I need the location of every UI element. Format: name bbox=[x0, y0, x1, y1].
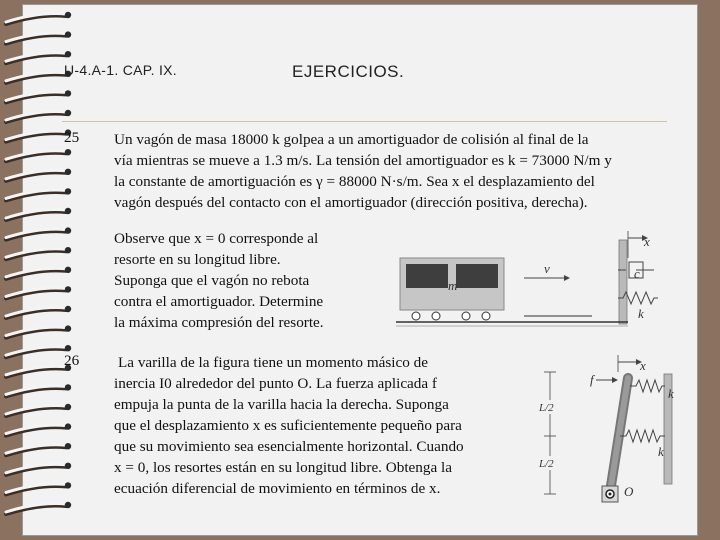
problem-25-note-1: Observe que x = 0 corresponde al bbox=[114, 230, 319, 247]
punch-hole bbox=[65, 227, 71, 233]
punch-hole bbox=[65, 12, 71, 18]
bottom-spring bbox=[620, 430, 665, 442]
punch-hole bbox=[65, 169, 71, 175]
label-m: m bbox=[448, 278, 458, 293]
problem-number-26: 26 bbox=[64, 352, 80, 369]
problem-25-note-5: la máxima compresión del resorte. bbox=[114, 314, 324, 331]
punch-hole bbox=[65, 306, 71, 312]
label-x: x bbox=[644, 234, 650, 249]
problem-25-note-3: Suponga que el vagón no rebota bbox=[114, 272, 310, 289]
rod-figure bbox=[532, 350, 678, 510]
punch-hole bbox=[65, 51, 71, 57]
top-spring bbox=[630, 380, 665, 392]
problem-26-line-7: ecuación diferencial de movimiento en términos de x. bbox=[114, 480, 441, 497]
railcar-figure bbox=[392, 228, 664, 336]
punch-hole bbox=[65, 384, 71, 390]
punch-hole bbox=[65, 404, 71, 410]
punch-hole bbox=[65, 208, 71, 214]
punch-hole bbox=[65, 247, 71, 253]
label-k-bottom: k bbox=[658, 444, 664, 459]
punch-hole bbox=[65, 502, 71, 508]
page-title: EJERCICIOS. bbox=[292, 62, 405, 81]
punch-hole bbox=[65, 267, 71, 273]
label-k: k bbox=[638, 306, 644, 321]
punch-hole bbox=[65, 345, 71, 351]
label-L2-top: L/2 bbox=[539, 402, 554, 414]
problem-26-line-5: que su movimiento sea esencialmente horizontal. Cuando bbox=[114, 438, 464, 455]
bumper-wall bbox=[619, 240, 627, 324]
problem-26-line-4: que el desplazamiento x es suficientemente pequeño para bbox=[114, 417, 462, 434]
problem-26-line-1: La varilla de la figura tiene un momento másico de bbox=[118, 354, 428, 371]
problem-25-line-4: vagón después del contacto con el amortiguador (dirección positiva, derecha). bbox=[114, 194, 588, 211]
problem-25-line-1: Un vagón de masa 18000 k golpea a un amortiguador de colisión al final de la bbox=[114, 131, 589, 148]
label-k-top: k bbox=[668, 386, 674, 401]
punch-hole bbox=[65, 463, 71, 469]
punch-hole bbox=[65, 286, 71, 292]
punch-hole bbox=[65, 149, 71, 155]
problem-26-line-2: inercia I0 alrededor del punto O. La fuerza aplicada f bbox=[114, 375, 437, 392]
problem-25-note-4: contra el amortiguador. Determine bbox=[114, 293, 324, 310]
spiral-binding bbox=[0, 0, 90, 540]
label-O: O bbox=[624, 484, 634, 499]
problem-25-line-3: la constante de amortiguación es γ = 88000 N·s/m. Sea x el desplazamiento del bbox=[114, 173, 595, 190]
label-x: x bbox=[640, 358, 646, 373]
label-v: v bbox=[544, 261, 550, 276]
problem-26-line-6: x = 0, los resortes están en su longitud libre. Obtenga la bbox=[114, 459, 452, 476]
label-c: c bbox=[634, 266, 640, 281]
label-L2-bottom: L/2 bbox=[539, 458, 554, 470]
problem-26-line-3: empuja la punta de la varilla hacia la derecha. Suponga bbox=[114, 396, 449, 413]
problem-25-note-2: resorte en su longitud libre. bbox=[114, 251, 281, 268]
punch-hole bbox=[65, 443, 71, 449]
label-f: f bbox=[590, 372, 594, 387]
punch-hole bbox=[65, 90, 71, 96]
punch-hole bbox=[65, 31, 71, 37]
punch-hole bbox=[65, 325, 71, 331]
problem-number-25: 25 bbox=[64, 129, 80, 146]
chapter-code: U-4.A-1. CAP. IX. bbox=[64, 62, 177, 78]
punch-hole bbox=[65, 482, 71, 488]
punch-hole bbox=[65, 188, 71, 194]
punch-hole bbox=[65, 110, 71, 116]
punch-hole bbox=[65, 423, 71, 429]
problem-25-line-2: vía mientras se mueve a 1.3 m/s. La tensión del amortiguador es k = 73000 N/m y bbox=[114, 152, 612, 169]
header-divider bbox=[62, 121, 667, 122]
